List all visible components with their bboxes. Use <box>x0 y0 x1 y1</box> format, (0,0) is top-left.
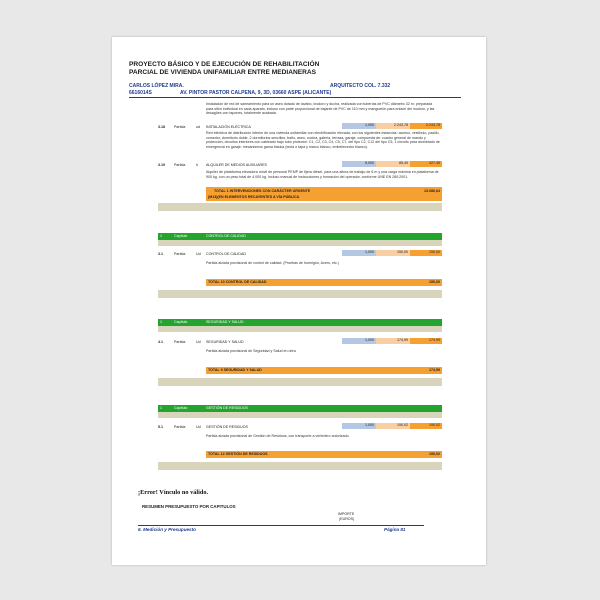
chapter-total-label: TOTAL 9 SEGURIDAD Y SALUD <box>208 368 262 372</box>
chapter-total-label-1: TOTAL 1 INTERVENCIONES CON CARÁCTER URGENTE <box>214 189 311 193</box>
chapter-total-label: TOTAL 12 GESTIÓN DE RESIDUOS <box>208 452 268 456</box>
author-name: CARLOS LÓPEZ MIRA. <box>129 83 184 89</box>
chapter-total-row <box>206 451 442 458</box>
architect-number: ARQUITECTO COL. 7.332 <box>330 83 391 89</box>
author-address: AV. PINTOR PASTOR CALPENA, 9, 3D, 03660 ASPE (ALICANTE) <box>180 90 332 96</box>
chapter-total-label: TOTAL 10 CONTROL DE CALIDAD <box>208 280 267 284</box>
item-quantity: 5,000 <box>342 161 376 167</box>
chapter-number: 1 <box>160 320 162 324</box>
chapter-total-amount: 13.086,64 <box>424 189 440 193</box>
item-price: 150,00 <box>376 250 410 256</box>
item-measure-unit: h <box>196 163 198 167</box>
item-price: 174,99 <box>376 338 410 344</box>
chapter-total-amount: 150,00 <box>429 280 440 284</box>
item-description: Alquiler de plataforma elevadora móvil de personal PEMP de tijera diésel, para una altura de trabajo de 6 m y una carga máxima en plataforma de 900 kg, con un peso total de 4.000 kg. Incluso manual de instrucciones y formación del operador, conforme UNE EN 280:2001. <box>206 170 439 179</box>
document-page <box>112 37 486 565</box>
item-unit-type: Partida <box>174 340 186 344</box>
separator-band <box>158 203 442 211</box>
chapter-header <box>158 233 442 240</box>
header-rule <box>129 97 461 98</box>
page-number: Página 81 <box>384 527 406 532</box>
item-description: Partida alzada provisional de Seguridad y Salud en obra <box>206 349 296 353</box>
item-measure-unit: Ud <box>196 340 201 344</box>
item-description: Red eléctrica de distribución interior de una vivienda unifamiliar con electrificación elevada, con los siguientes estancias: acceso, vestíbulo, pasillo, comedor, dormitorio doble, 2 dormitorios sencillos, baño, aseo, cocina, galería, terraza, garaje; compuesta de: cuadro general de mando y protección, circuitos interiores con cableado bajo tubo protector: C1, C2, C3, C4, C5, C7, del tipo C2, C12 del tipo C5, 1 circuito para alumbrado de emergencia en garaje; mecanismos gama básica (tecla o tapa y marco blanco, embellecedor blanco). <box>206 131 440 149</box>
item-amount: 2.243,78 <box>410 123 442 129</box>
item-unit-type: Partida <box>174 425 186 429</box>
item-measure-unit: Ud <box>196 252 201 256</box>
chapter-kind: Capítulo <box>174 320 188 324</box>
footer-rule <box>138 525 424 526</box>
item-name: INSTALACIÓN ELÉCTRICA <box>206 125 251 129</box>
footer-section: 6. Medición y Presupuesto <box>138 527 196 532</box>
item-quantity: 1,000 <box>342 250 376 256</box>
chapter-number: 1 <box>160 406 162 410</box>
item-name: ALQUILER DE MEDIOS AUXILIARES <box>206 163 267 167</box>
broken-link-error: ¡Error! Vínculo no válido. <box>138 489 209 496</box>
document-title <box>129 61 429 77</box>
separator-band <box>158 290 442 298</box>
item-quantity: 1,000 <box>342 338 376 344</box>
chapter-header <box>158 405 442 412</box>
summary-column-header-1: IMPORTE <box>338 512 355 516</box>
item-code: 3.19 <box>158 163 165 167</box>
title-line-2: PARCIAL DE VIVIENDA UNIFAMILIAR ENTRE MEDIANERAS <box>129 69 317 76</box>
item-price: 2.243,78 <box>376 123 410 129</box>
item-code: 5.1 <box>158 425 163 429</box>
title-line-1: PROYECTO BÁSICO Y DE EJECUCIÓN DE REHABILITACIÓN <box>129 61 320 68</box>
item-description: Partida alzada provisional de Gestión de Residuos, con transporte a vertedero autorizado. <box>206 434 350 438</box>
item-price: 85,49 <box>376 161 410 167</box>
chapter-title: SEGURIDAD Y SALUD <box>206 320 244 324</box>
item-code: 3.18 <box>158 125 165 129</box>
item-name: GESTIÓN DE RESIDUOS <box>206 425 248 429</box>
item-name: SEGURIDAD Y SALUD <box>206 340 244 344</box>
separator-band <box>158 378 442 386</box>
item-measure-unit: Ud <box>196 425 201 429</box>
chapter-total-row <box>206 279 442 286</box>
item-description: Partida alzada provisional de control de calidad. (Pruebas de hormigón, Acero, etc.) <box>206 261 340 265</box>
chapter-total-amount: 190,02 <box>429 452 440 456</box>
separator-band <box>158 462 442 470</box>
item-unit-type: Partida <box>174 252 186 256</box>
summary-title: RESUMEN PRESUPUESTO POR CAPITULOS <box>142 504 236 509</box>
chapter-kind: Capítulo <box>174 234 188 238</box>
item-unit-type: Partida <box>174 125 186 129</box>
summary-column-header-2: (EUROS) <box>339 517 355 521</box>
separator-band <box>158 240 442 246</box>
item-amount: 190,02 <box>410 423 442 429</box>
chapter-total-amount: 174,99 <box>429 368 440 372</box>
chapter-total-label-2: (M13)(EN ELEMENTOS RECAYENTES A VÍA PÚBLICA <box>208 195 300 199</box>
item-amount: 150,00 <box>410 250 442 256</box>
item-unit-type: Partida <box>174 163 186 167</box>
author-id: 6616014S <box>129 90 152 96</box>
chapter-kind: Capítulo <box>174 406 188 410</box>
chapter-title: GESTIÓN DE RESIDUOS <box>206 406 248 410</box>
chapter-title: CONTROL DE CALIDAD <box>206 234 247 238</box>
chapter-number: 1 <box>160 234 162 238</box>
item-quantity: 1,000 <box>342 423 376 429</box>
item-code: 3.1 <box>158 252 163 256</box>
item-quantity: 1,000 <box>342 123 376 129</box>
item-amount: 427,45 <box>410 161 442 167</box>
intro-description: Instalación de red de saneamiento para un aseo dotado de lavabo, inodoro y ducha, realizada con tuberías de PVC diámetro 32 m; preparada para sifón individual en cada aparato, incluso con parte proporcional de bajante de PVC de 110 mm y manguetón para enlace del inodoro, y las desagües con tapones, totalmente acabada. <box>206 102 435 116</box>
chapter-total-row <box>206 367 442 374</box>
separator-band <box>158 326 442 332</box>
item-code: 4.1 <box>158 340 163 344</box>
chapter-total-row <box>206 187 442 201</box>
item-measure-unit: ud <box>196 125 200 129</box>
chapter-header <box>158 319 442 326</box>
item-amount: 174,99 <box>410 338 442 344</box>
item-name: CONTROL DE CALIDAD <box>206 252 247 256</box>
item-price: 190,02 <box>376 423 410 429</box>
separator-band <box>158 412 442 418</box>
